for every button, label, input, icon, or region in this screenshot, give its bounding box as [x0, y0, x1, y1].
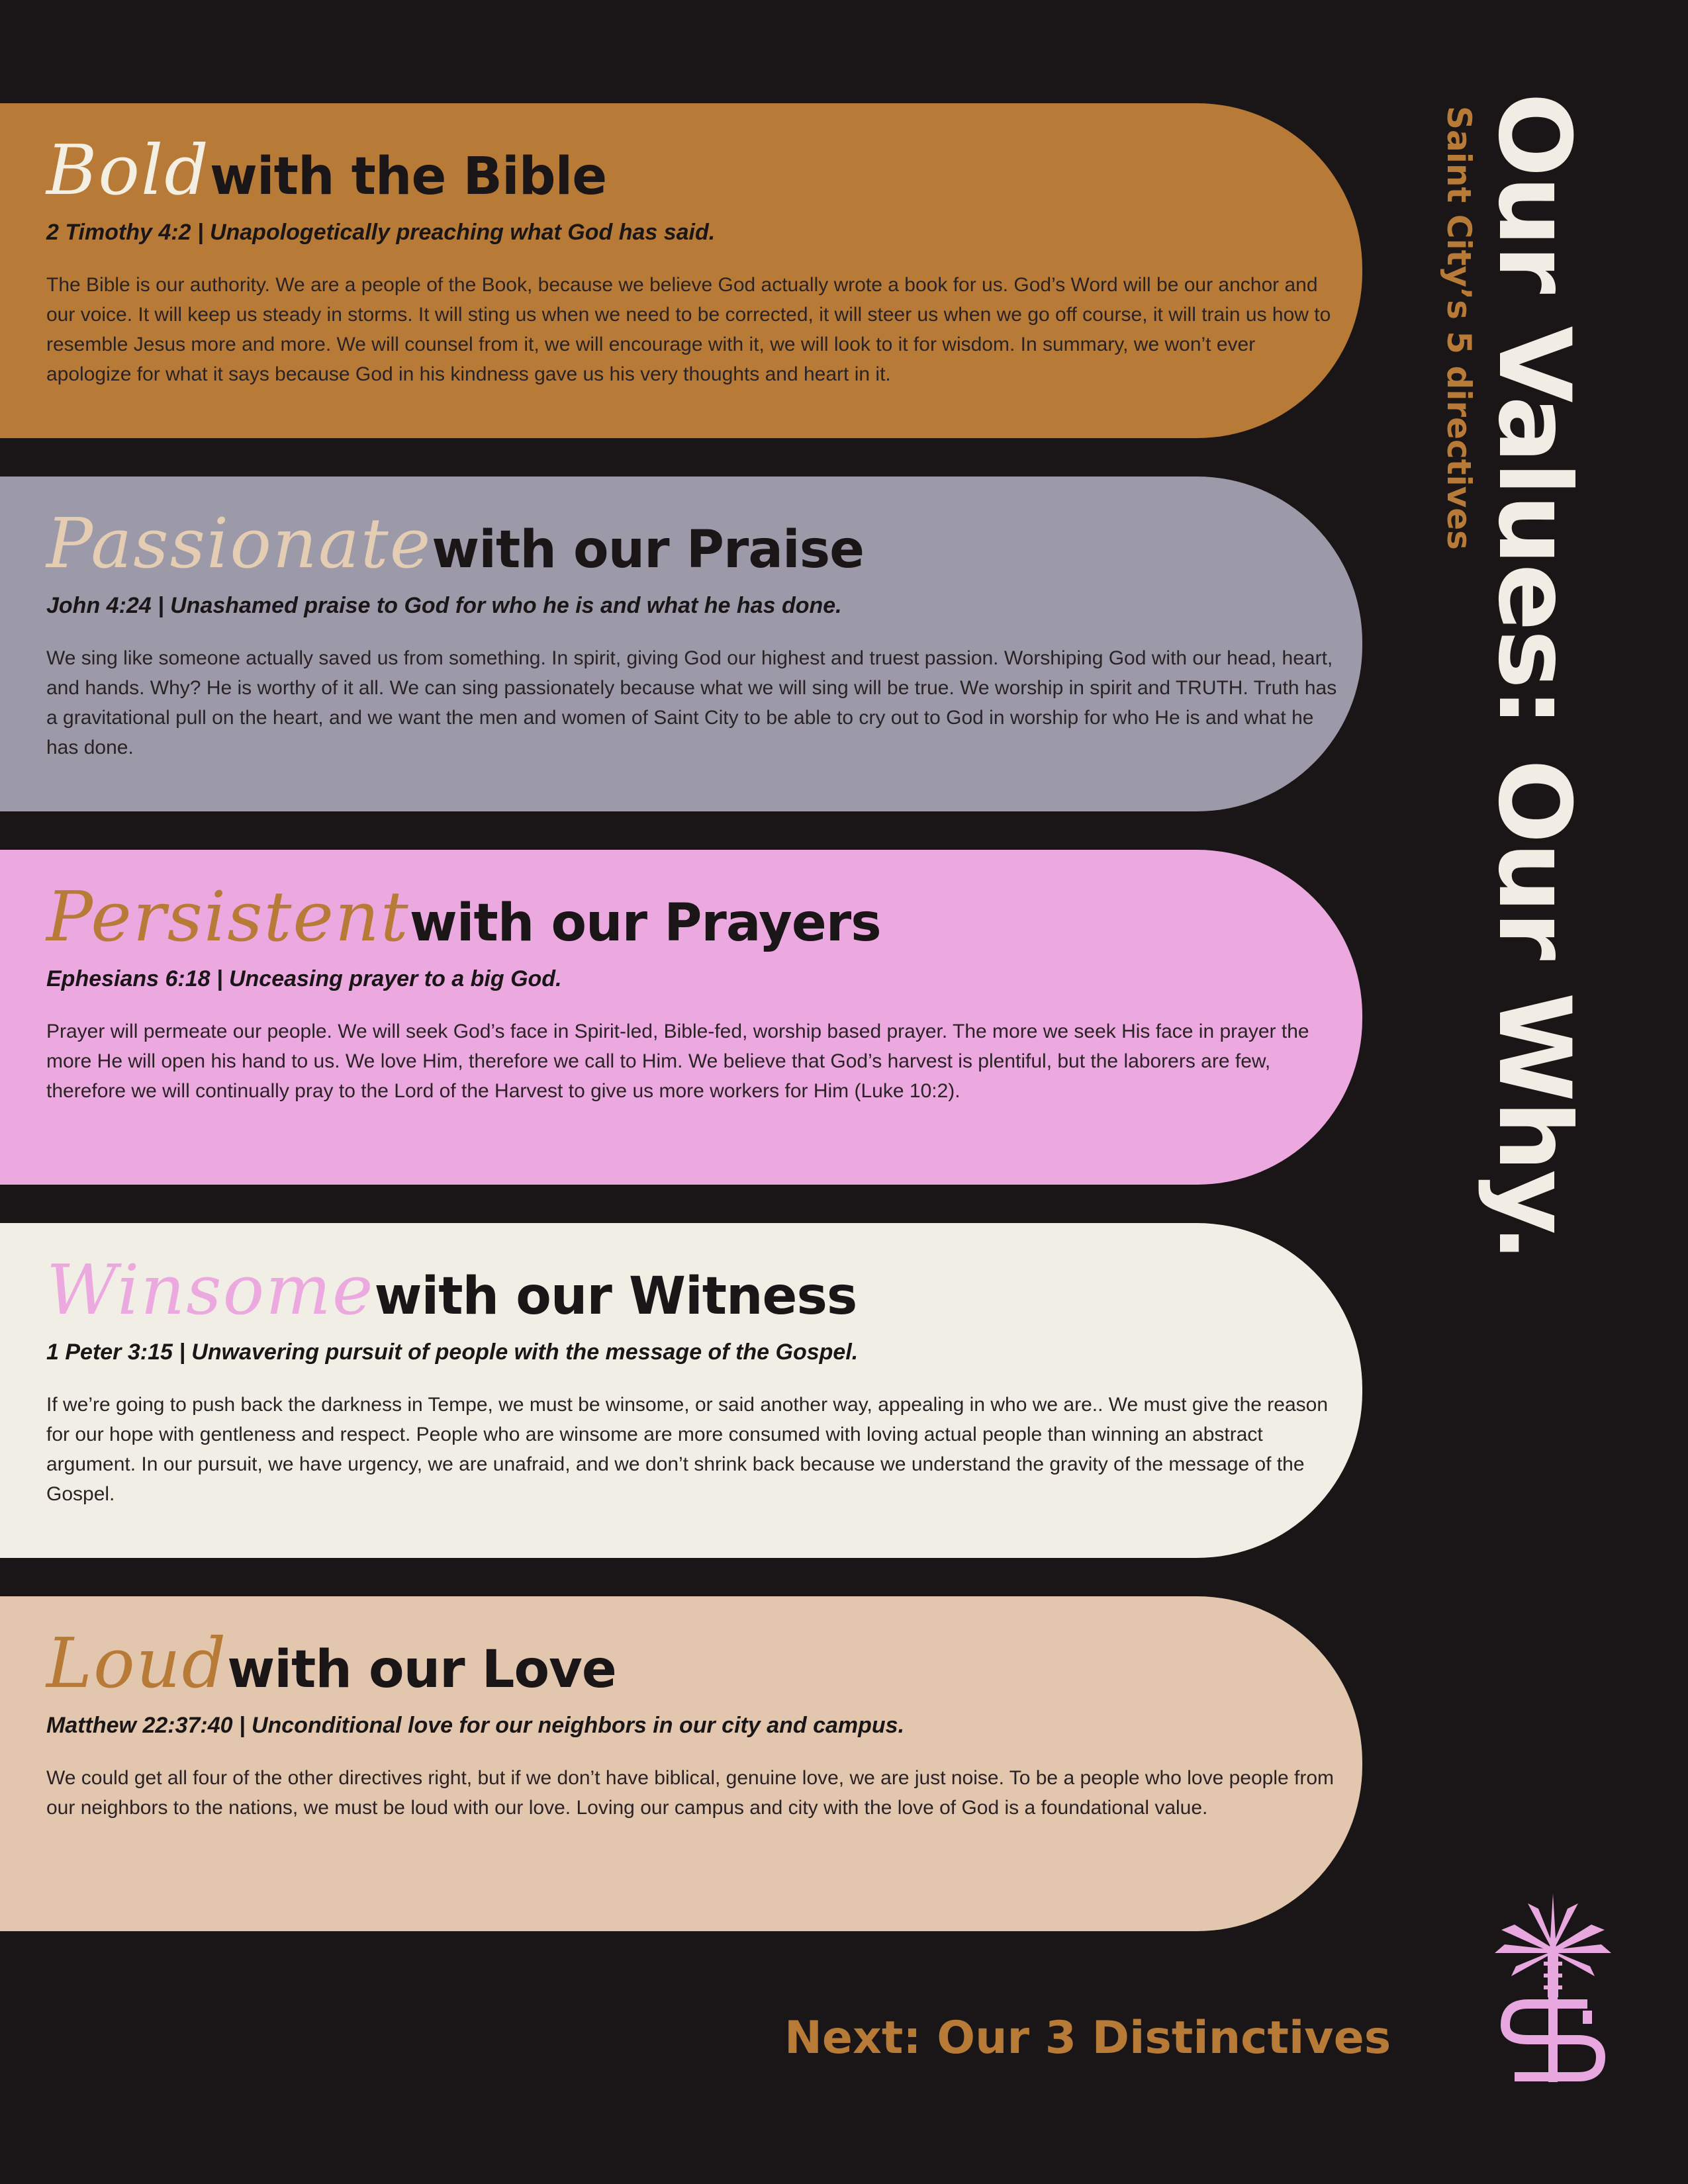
value-body: We sing like someone actually saved us from something. In spirit, giving God our highest and truest passion. Worshiping God with our head, heart, and hands. Why? He is worthy of it all. We can sing passionately because what we will sing will be true. We worship in spirit and TRUTH. Truth has a gravitational pull on the heart, and we want the men and women of Saint City to be able to cry out to God in worship for who He is and what he has done.	[46, 647, 1337, 758]
value-card-persistent	[0, 850, 1362, 1185]
value-heading	[46, 876, 881, 957]
value-script-word: Loud	[46, 1623, 228, 1704]
value-heading	[46, 130, 606, 210]
value-heading	[46, 1623, 616, 1704]
next-section-link[interactable]: Next: Our 3 Distinctives	[784, 2012, 1391, 2064]
value-card-loud	[0, 1596, 1362, 1931]
page-subtitle: Saint City’s 5 directives	[1440, 106, 1478, 550]
value-script-word: Persistent	[46, 876, 410, 957]
value-reference: Ephesians 6:18 | Unceasing prayer to a big God.	[46, 966, 562, 991]
palm-tree-sc-monogram-icon	[1488, 1890, 1618, 2082]
value-headline: with our Love	[227, 1640, 616, 1700]
value-headline: with our Witness	[374, 1267, 857, 1326]
value-body: We could get all four of the other directives right, but if we don’t have biblical, genuine love, we are just noise. To be a people who love people from our neighbors to the nations, we must be loud with our love. Loving our campus and city with the love of God is a foundational value.	[46, 1767, 1335, 1819]
value-card-winsome	[0, 1223, 1362, 1558]
value-body: The Bible is our authority. We are a people of the Book, because we believe God actually wrote a book for us. God’s Word will be our anchor and our voice. It will keep us steady in storms. It will sting us when we need to be corrected, it will steer us when we go off course, it will train us how to resemble Jesus more and more. We will counsel from it, we will encourage with it, we will look to it for wisdom. In summary, we won’t ever apologize for what it says because God in his kindness gave us his very thoughts and heart in it.	[46, 274, 1331, 385]
value-reference: Matthew 22:37:40 | Unconditional love for our neighbors in our city and campus.	[46, 1713, 905, 1738]
value-reference: 2 Timothy 4:2 | Unapologetically preaching what God has said.	[46, 220, 716, 245]
value-heading	[46, 1250, 857, 1330]
value-reference: John 4:24 | Unashamed praise to God for who he is and what he has done.	[46, 593, 842, 618]
value-heading	[46, 503, 864, 584]
value-script-word: Bold	[46, 130, 210, 210]
value-card-passionate	[0, 477, 1362, 811]
value-body: If we’re going to push back the darkness in Tempe, we must be winsome, or said another way, appealing in who we are.. We must give the reason for our hope with gentleness and respect. People who are winsome are more consumed with loving actual people than winning an abstract argument. In our pursuit, we have urgency, we are unafraid, and we don’t shrink back because we understand the gravity of the message of the Gospel.	[46, 1394, 1329, 1505]
value-headline: with our Prayers	[409, 893, 881, 953]
value-headline: with our Praise	[432, 520, 865, 580]
page-title: Our Values: Our Why.	[1476, 93, 1591, 1261]
value-card-bold	[0, 103, 1362, 438]
value-script-word: Winsome	[46, 1250, 375, 1330]
value-body: Prayer will permeate our people. We will seek God’s face in Spirit-led, Bible-fed, worship based prayer. The more we seek His face in prayer the more He will open his hand to us. We love Him, therefore we call to Him. We believe that God’s harvest is plentiful, but the laborers are few, therefore we will continually pray to the Lord of the Harvest to give us more workers for Him (Luke 10:2).	[46, 1021, 1309, 1102]
value-headline: with the Bible	[209, 147, 607, 206]
value-script-word: Passionate	[46, 503, 432, 584]
value-reference: 1 Peter 3:15 | Unwavering pursuit of people with the message of the Gospel.	[46, 1340, 859, 1365]
